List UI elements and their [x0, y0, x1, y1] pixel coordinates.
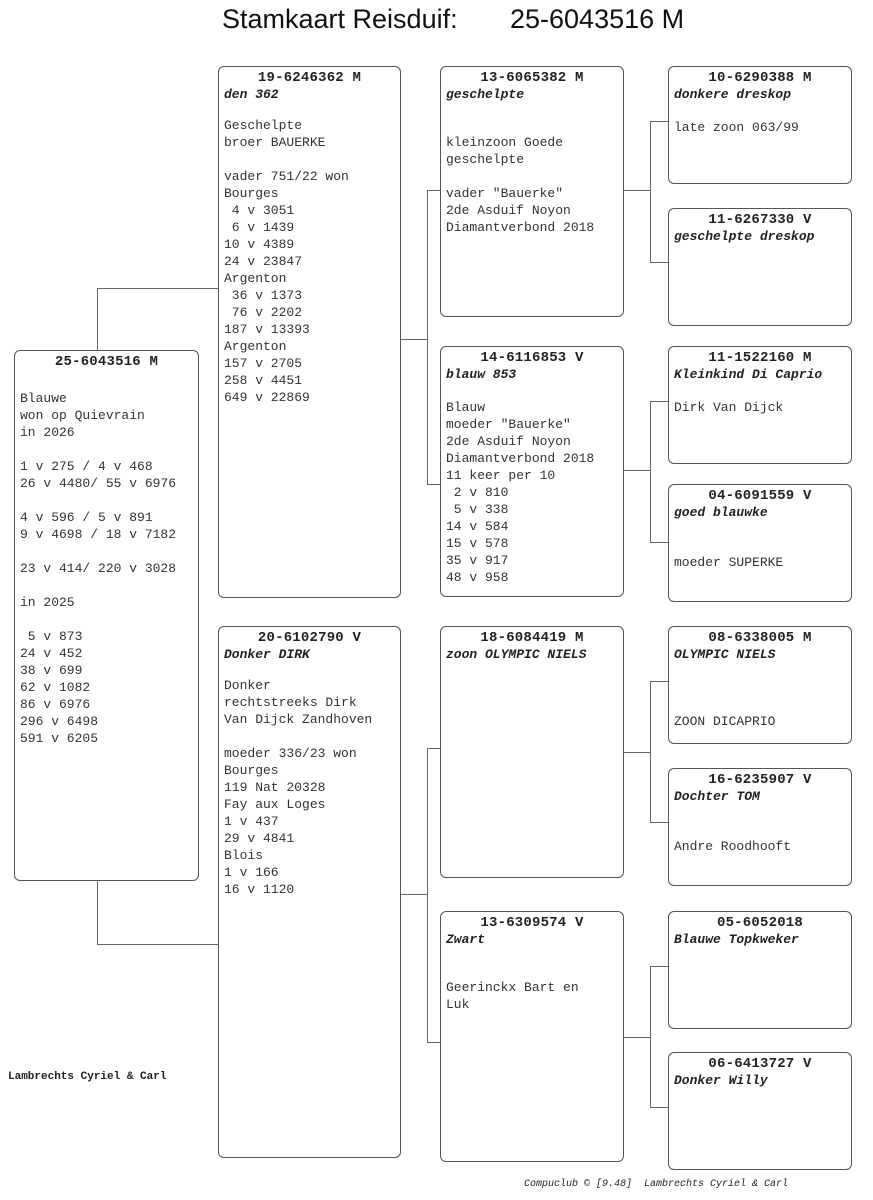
pigeon-name: Dochter TOM [674, 789, 760, 804]
ring-number: 05-6052018 [716, 915, 803, 931]
connector-line [97, 881, 98, 944]
connector-line [650, 121, 668, 122]
connector-line [650, 401, 668, 402]
connector-line [650, 121, 651, 262]
connector-line [97, 944, 218, 945]
pigeon-name: Donker Willy [674, 1073, 768, 1088]
pigeon-notes: Geerinckx Bart en Luk [446, 980, 579, 1012]
pigeon-card-father [218, 66, 401, 598]
ring-number: 20-6102790 V [257, 630, 362, 646]
pigeon-card-ggp-3 [668, 346, 852, 464]
connector-line [427, 484, 440, 485]
ring-number: 11-6267330 V [708, 212, 812, 228]
pigeon-card-ggp-2 [668, 208, 852, 326]
pigeon-card-ggp-1 [668, 66, 852, 184]
ring-number: 06-6413727 V [708, 1056, 812, 1072]
connector-line [427, 190, 428, 484]
connector-line [650, 966, 668, 967]
connector-line [97, 288, 98, 350]
ring-number: 18-6084419 M [480, 630, 584, 646]
connector-line [427, 748, 428, 1042]
pigeon-card-mother-mother [440, 911, 624, 1162]
title-ring-number: 25-6043516 M [510, 4, 685, 34]
ring-number: 14-6116853 V [480, 350, 584, 366]
connector-line [650, 542, 668, 543]
pigeon-name: OLYMPIC NIELS [674, 647, 776, 662]
ring-number: 08-6338005 M [708, 630, 812, 646]
connector-line [401, 894, 427, 895]
pigeon-notes: kleinzoon Goede geschelpte vader "Bauerke" 2de Asduif Noyon Diamantverbond 2018 [446, 135, 595, 235]
ring-number: 11-1522160 M [708, 350, 812, 366]
ring-number: 04-6091559 V [708, 488, 812, 504]
connector-line [401, 339, 427, 340]
connector-line [624, 752, 650, 753]
connector-line [650, 681, 668, 682]
pigeon-notes: Dirk Van Dijck [674, 400, 784, 415]
connector-line [624, 470, 650, 471]
ring-number: 10-6290388 M [708, 70, 812, 86]
connector-line [427, 748, 440, 749]
pigeon-notes: Donker rechtstreeks Dirk Van Dijck Zandhoven moeder 336/23 won Bourges 119 Nat 20328 Fay aux Loges 1 v 437 29 v 4841 Blois 1 v 166 16 v 1120 [224, 678, 373, 897]
ring-number: 13-6309574 V [480, 915, 584, 931]
pigeon-notes: Geschelpte broer BAUERKE vader 751/22 won Bourges 4 v 3051 6 v 1439 10 v 4389 24 v 23847 Argenton 36 v 1373 76 v 2202 187 v 13393 Argenton 157 v 2705 258 v 4451 649 v 22869 [224, 118, 349, 405]
connector-line [650, 681, 651, 822]
pigeon-name: Kleinkind Di Caprio [674, 367, 823, 382]
pigeon-card-ggp-7 [668, 911, 852, 1029]
pigeon-card-mother-father [440, 626, 624, 878]
connector-line [427, 1042, 440, 1043]
pigeon-name: zoon OLYMPIC NIELS [446, 647, 587, 662]
pigeon-name: geschelpte [446, 87, 525, 102]
connector-line [650, 1107, 668, 1108]
pigeon-notes: Blauw moeder "Bauerke" 2de Asduif Noyon Diamantverbond 2018 11 keer per 10 2 v 810 5 v 338 14 v 584 15 v 578 35 v 917 48 v 958 [446, 400, 595, 585]
pigeon-card-mother [218, 626, 401, 1158]
pigeon-name: blauw 853 [446, 367, 517, 382]
pigeon-card-subject [14, 350, 199, 881]
pigeon-name: den 362 [224, 87, 279, 102]
pigeon-notes: late zoon 063/99 [674, 120, 799, 135]
pigeon-notes: Blauwe won op Quievrain in 2026 1 v 275 / 4 v 468 26 v 4480/ 55 v 6976 4 v 596 / 5 v 891 9 v 4698 / 18 v 7182 23 v 414/ 220 v 3028 in 2025 5 v 873 24 v 452 38 v 699 62 v 1082 86 v 6976 296 v 6498 591 v 6205 [20, 391, 177, 746]
ring-number: 16-6235907 V [708, 772, 812, 788]
pigeon-name: goed blauwke [674, 505, 768, 520]
pigeon-card-ggp-8 [668, 1052, 852, 1170]
pigeon-card-ggp-5 [668, 626, 852, 744]
pigeon-name: geschelpte dreskop [674, 229, 815, 244]
title-label: Stamkaart Reisduif: [222, 4, 458, 34]
pigeon-name: Zwart [446, 932, 486, 947]
connector-line [650, 401, 651, 542]
pigeon-name: donkere dreskop [674, 87, 792, 102]
connector-line [624, 190, 650, 191]
connector-line [624, 1037, 650, 1038]
connector-line [650, 966, 651, 1107]
pigeon-card-ggp-4 [668, 484, 852, 602]
ring-number: 13-6065382 M [480, 70, 584, 86]
connector-line [650, 822, 668, 823]
owner-label: Lambrechts Cyriel & Carl [8, 1071, 167, 1083]
pigeon-card-father-mother [440, 346, 624, 597]
pigeon-card-father-father [440, 66, 624, 317]
footer-credit: Compuclub © [9.48] Lambrechts Cyriel & Carl [524, 1179, 789, 1190]
pigeon-name: Donker DIRK [224, 647, 310, 662]
pigeon-notes: Andre Roodhooft [674, 839, 792, 854]
ring-number: 25-6043516 M [54, 354, 159, 370]
pigeon-notes: moeder SUPERKE [674, 555, 784, 570]
connector-line [650, 262, 668, 263]
connector-line [427, 190, 440, 191]
ring-number: 19-6246362 M [257, 70, 362, 86]
connector-line [97, 288, 218, 289]
pigeon-notes: ZOON DICAPRIO [674, 714, 776, 729]
pigeon-card-ggp-6 [668, 768, 852, 886]
pigeon-name: Blauwe Topkweker [674, 932, 799, 947]
